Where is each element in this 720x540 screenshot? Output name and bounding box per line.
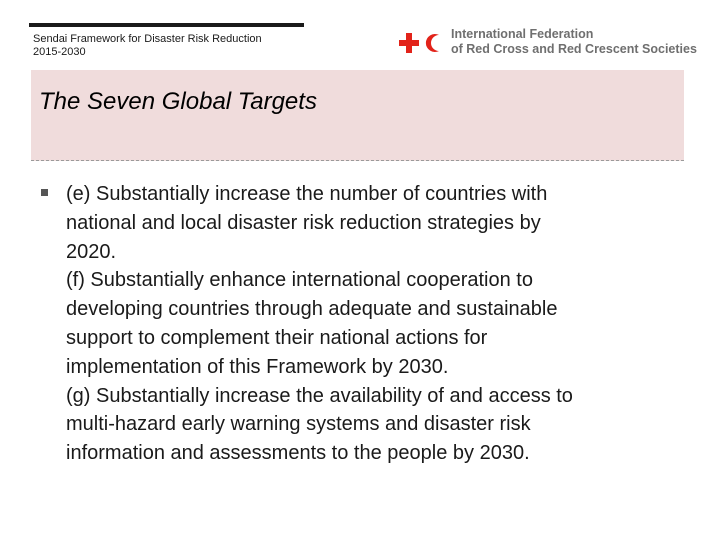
logo-text-line-1: International Federation [451,27,594,41]
bullet-line: (e) Substantially increase the number of countries with [66,183,548,205]
ifrc-logo [399,27,697,59]
document-title [33,33,333,59]
logo-text-line-2: of Red Cross and Red Crescent Societies [451,42,697,56]
bullet-line: implementation of this Framework by 2030. [66,355,449,378]
bullet-line: (f) Substantially enhance international cooperation to [66,269,533,292]
document-title-line-1: Sendai Framework for Disaster Risk Reduction [33,33,262,45]
bullet-line: support to complement their national actions for [66,326,488,349]
header-rule [29,23,304,27]
bullet-marker-icon [41,189,48,196]
title-band [31,70,684,161]
document-title-line-2: 2015-2030 [33,46,86,58]
bullet-line: information and assessments to the people by 2030. [66,442,530,465]
red-cross-red-crescent-icon [399,30,443,56]
bullet-line: national and local disaster risk reduction strategies by [66,211,541,234]
bullet-line: 2020. [66,240,117,263]
bullet-line: multi-hazard early warning systems and disaster risk [66,413,531,436]
bullet-line: (g) Substantially increase the availability of and access to [66,384,573,407]
bullet-line: developing countries through adequate and sustainable [66,298,558,321]
slide-title: The Seven Global Targets [39,88,317,115]
bullet-text [66,180,686,468]
logo-text [451,27,697,57]
